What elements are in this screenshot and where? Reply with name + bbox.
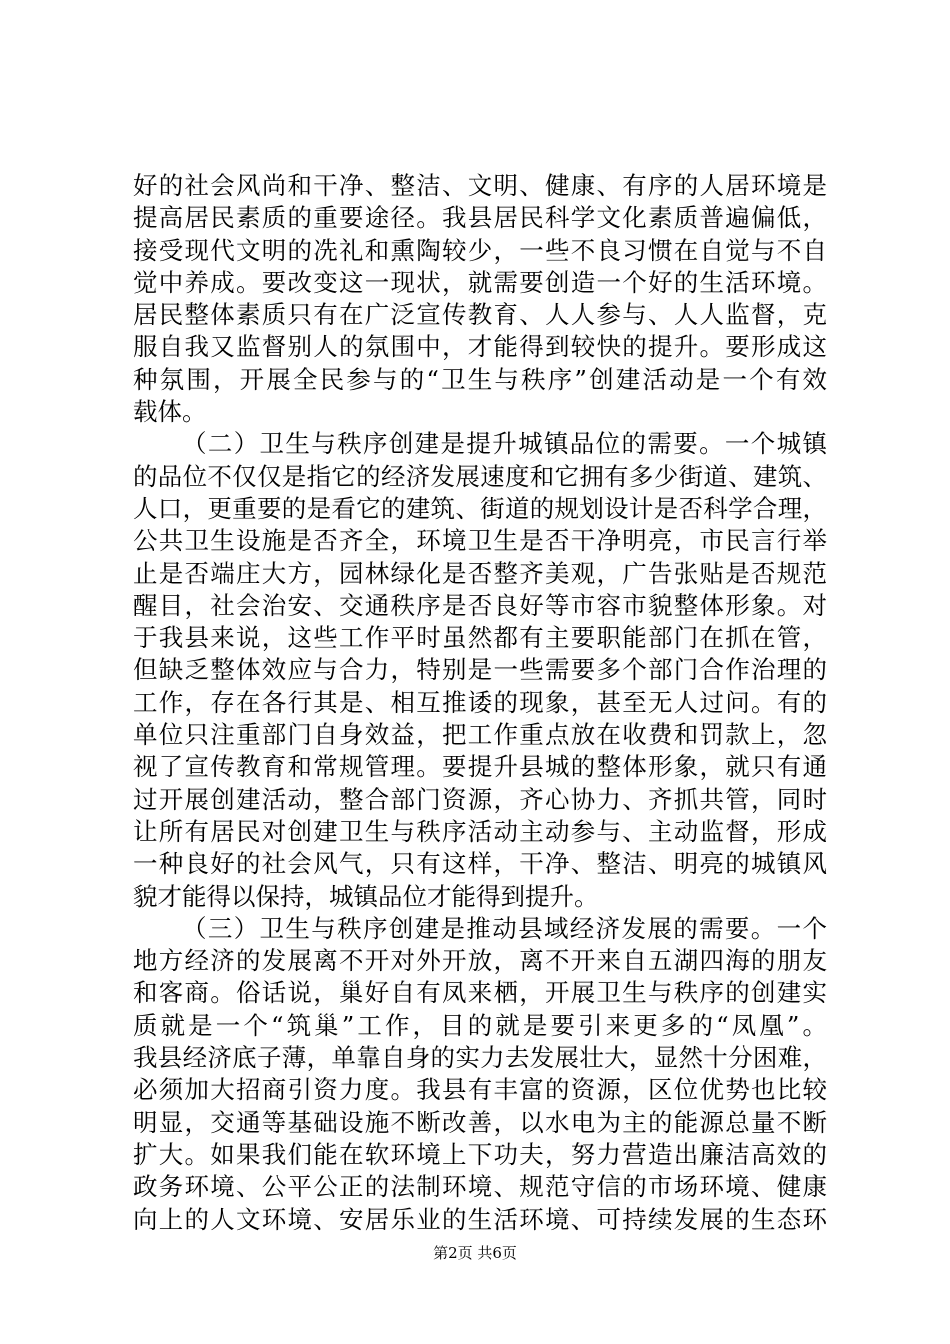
text-line: 醒目，社会治安、交通秩序是否良好等市容市貌整体形象。对 <box>133 590 827 620</box>
text-line: 扩大。如果我们能在软环境上下功夫，努力营造出廉洁高效的 <box>133 1139 827 1169</box>
page-number-footer: 第2页 共6页 <box>433 1244 517 1262</box>
text-line: 让所有居民对创建卫生与秩序活动主动参与、主动监督，形成 <box>133 816 827 846</box>
text-line: 人口，更重要的是看它的建筑、街道的规划设计是否科学合理， <box>133 493 827 523</box>
text-line: 过开展创建活动，整合部门资源，齐心协力、齐抓共管，同时 <box>133 784 827 814</box>
text-line: 一种良好的社会风气，只有这样，干净、整洁、明亮的城镇风 <box>133 849 827 879</box>
text-line: 工作，存在各行其是、相互推诿的现象，甚至无人过问。有的 <box>133 687 827 717</box>
text-line: 好的社会风尚和干净、整洁、文明、健康、有序的人居环境是 <box>133 171 827 200</box>
text-line: 服自我又监督别人的氛围中，才能得到较快的提升。要形成这 <box>133 332 827 362</box>
text-line: 政务环境、公平公正的法制环境、规范守信的市场环境、健康 <box>133 1172 827 1202</box>
paragraph-heading-line: （二）卫生与秩序创建是提升城镇品位的需要。一个城镇 <box>182 429 827 459</box>
text-line: 貌才能得以保持，城镇品位才能得到提升。 <box>133 881 599 911</box>
paragraph-heading-line: （三）卫生与秩序创建是推动县域经济发展的需要。一个 <box>182 913 827 943</box>
text-line: 地方经济的发展离不开对外开放，离不开来自五湖四海的朋友 <box>133 946 827 976</box>
text-line: 居民整体素质只有在广泛宣传教育、人人参与、人人监督，克 <box>133 300 827 330</box>
text-line: 止是否端庄大方，园林绿化是否整齐美观，广告张贴是否规范 <box>133 558 827 588</box>
text-line: 种氛围，开展全民参与的“卫生与秩序”创建活动是一个有效 <box>133 364 827 394</box>
text-line: 但缺乏整体效应与合力，特别是一些需要多个部门合作治理的 <box>133 655 827 685</box>
text-line: 视了宣传教育和常规管理。要提升县城的整体形象，就只有通 <box>133 752 827 782</box>
text-line: 质就是一个“筑巢”工作，目的就是要引来更多的“凤凰”。 <box>133 1010 827 1040</box>
text-line: 公共卫生设施是否齐全，环境卫生是否干净明亮，市民言行举 <box>133 526 827 556</box>
text-line: 载体。 <box>133 397 207 427</box>
text-line: 的品位不仅仅是指它的经济发展速度和它拥有多少街道、建筑、 <box>133 461 827 491</box>
document-body <box>133 170 827 1236</box>
text-line: 于我县来说，这些工作平时虽然都有主要职能部门在抓在管， <box>133 623 827 653</box>
text-line: 觉中养成。要改变这一现状，就需要创造一个好的生活环境。 <box>133 267 827 297</box>
text-line: 向上的人文环境、安居乐业的生活环境、可持续发展的生态环 <box>133 1204 827 1234</box>
text-line: 提高居民素质的重要途径。我县居民科学文化素质普遍偏低， <box>133 203 827 233</box>
text-line: 我县经济底子薄，单靠自身的实力去发展壮大，显然十分困难， <box>133 1043 827 1073</box>
text-line: 和客商。俗话说，巢好自有凤来栖，开展卫生与秩序的创建实 <box>133 978 827 1008</box>
text-line: 接受现代文明的冼礼和熏陶较少，一些不良习惯在自觉与不自 <box>133 235 827 265</box>
text-line: 明显，交通等基础设施不断改善，以水电为主的能源总量不断 <box>133 1107 827 1137</box>
text-line: 单位只注重部门自身效益，把工作重点放在收费和罚款上，忽 <box>133 720 827 750</box>
text-line: 必须加大招商引资力度。我县有丰富的资源，区位优势也比较 <box>133 1075 827 1105</box>
